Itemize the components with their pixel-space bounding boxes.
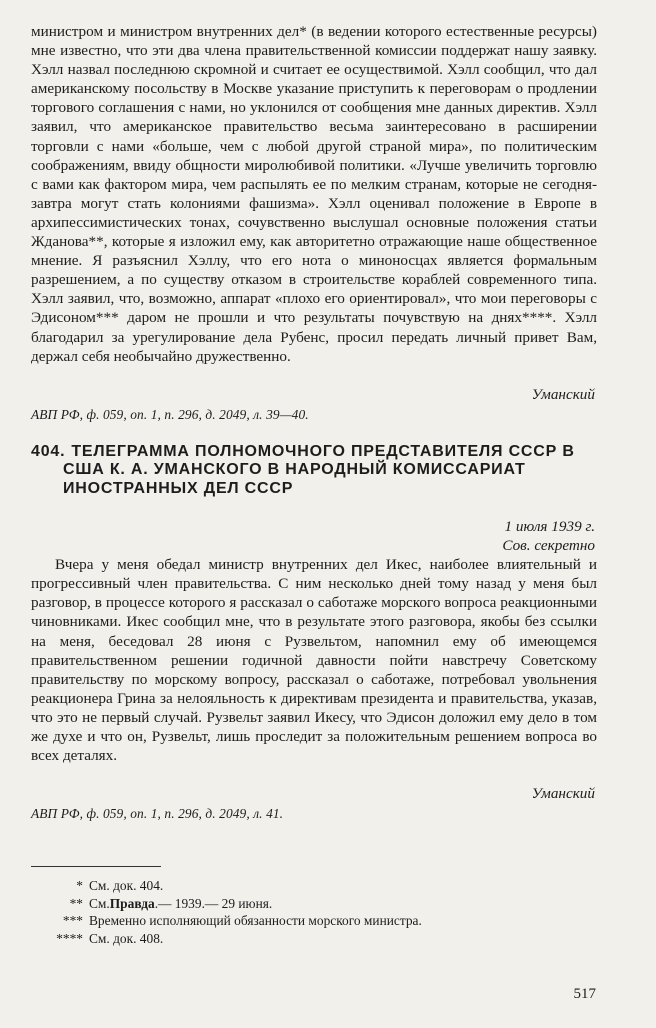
document-date: 1 июля 1939 г.: [504, 518, 595, 536]
heading-line-3: ИНОСТРАННЫХ ДЕЛ СССР: [63, 479, 294, 497]
document-heading: [31, 443, 597, 499]
classification-label: Сов. секретно: [502, 537, 595, 555]
paragraph-ickes-dinner: Вчера у меня обедал министр внутренних дел Икес, наиболее влиятельный и прогрессивный член правительства. С ним несколько дней тому назад у меня был разговор, в процессе которого я рассказал о саботаже морского вопроса реакционными чиновниками. Икес сообщил мне, что в результате этого разговора, якобы без ссылки на меня, беседовал 28 июня с Рузвельтом, напомнил ему об имеющемся правительственном решении годичной давности пойти навстречу Советскому правительству по морскому вопросу, рассказал о саботаже, потребовал увольнения реакционера Грина за нелояльность к директивам президента и правительства, указав, что это не первый случай. Рузвельт заявил Икесу, что Эдисон доложил ему дело в том же духе и что он, Рузвельт, лишь проследит за положительным решением вопроса во всех деталях.: [31, 556, 597, 765]
page-number: 517: [573, 986, 596, 1002]
footnote-rule: [31, 866, 161, 867]
document-meta: [31, 517, 595, 555]
paragraph-hull-conversation: министром и министром внутренних дел* (в ведении которого естественные ресурсы) мне известно, что эти два члена правительственной комиссии поддержат нашу заявку. Хэлл назвал последнюю скромной и считает ее осуществимой. Хэлл сообщил, что дал американскому посольству в Москве указание приступить к переговорам о продлении торгового соглашения с нами, но уклонился от сообщения мне данных директив. Хэлл заявил, что американское правительство весьма заинтересовано в расширении торговли с нами «больше, чем с любой другой страной мира», по политическим соображениям, ввиду общности миролюбивой политики. «Лучше увеличить торговлю с вами как фактором мира, чем распылять ее по мелким странам, которые не сегодня-завтра могут стать колониями фашизма». Хэлл оценивал положение в Европе в архипессимистических тонах, сочувственно выслушал основные положения статьи Жданова**, которые я изложил ему, как авторитетно отражающие наше общественное мнение. Я разъяснил Хэллу, что его нота о миноносцах является формальным разрешением, а по существу отказом в строительстве кораблей современного типа. Хэлл заявил, что, возможно, аппарат «плохо его ориентировал», что мои переговоры с Эдисоном*** даром не прошли и что результаты почувствую на днях****. Хэлл благодарил за урегулирование дела Рубенс, просил передать личный привет Вам, держал себя необычайно дружественно.: [31, 23, 597, 365]
footnotes: [31, 877, 597, 947]
signature-umansky-1: Уманский: [531, 385, 595, 403]
document-number: 404.: [31, 442, 66, 460]
heading-line-2: США К. А. УМАНСКОГО В НАРОДНЫЙ КОМИССАРИАТ: [63, 461, 526, 479]
signature-umansky-2: Уманский: [531, 785, 595, 803]
heading-line-1: 404. ТЕЛЕГРАММА ПОЛНОМОЧНОГО ПРЕДСТАВИТЕЛЯ СССР В: [31, 442, 575, 460]
archive-reference-2: АВП РФ, ф. 059, оп. 1, п. 296, д. 2049, л. 41.: [31, 806, 284, 822]
archive-reference-1: АВП РФ, ф. 059, оп. 1, п. 296, д. 2049, л. 39—40.: [31, 406, 309, 422]
document-page: [31, 22, 597, 947]
footnote-2: ** См. Правда .— 1939.— 29 июня.: [69, 895, 273, 911]
footnote-3: *** Временно исполняющий обязанности морского министра.: [62, 913, 422, 929]
footnote-4: **** См. док. 408.: [56, 930, 164, 946]
footnote-1: * См. док. 404.: [76, 878, 164, 894]
